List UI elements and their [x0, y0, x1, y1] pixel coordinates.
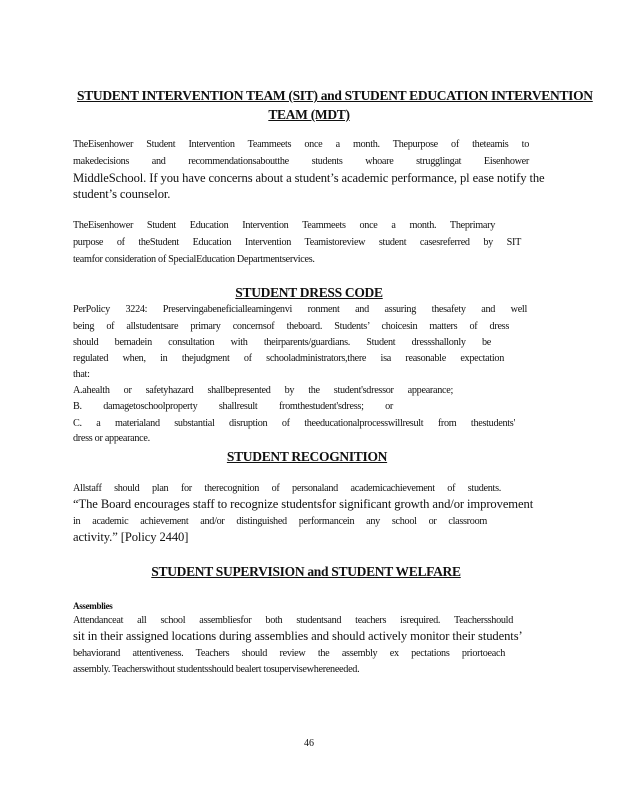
dress-code-line: PerPolicy 3224: Preservingabeneficiallearningenvi ronment and assuring thesafety and well: [73, 304, 527, 315]
dress-code-line: A.ahealth or safetyhazard shallbepresented by the student'sdressor appearance;: [73, 385, 453, 396]
sit-heading-line-1: STUDENT INTERVENTION TEAM (SIT) and STUDENT EDUCATION INTERVENTION: [77, 88, 593, 103]
dress-code-heading: STUDENT DRESS CODE: [235, 285, 383, 300]
sit-paragraph-line: makedecisions and recommendationsaboutthe students whoare strugglingat Eisenhower: [73, 156, 529, 167]
recognition-heading: STUDENT RECOGNITION: [226, 449, 388, 464]
dress-code-line: should bemadein consultation with theirparents/guardians. Student dressshallonly be: [73, 337, 491, 348]
dress-code-line: that:: [73, 369, 90, 380]
dress-code-line: being of allstudentsare primary concernsof theboard. Students’ choicesin matters of dress: [73, 321, 509, 332]
supervision-heading: STUDENT SUPERVISION and STUDENT WELFARE: [151, 564, 461, 579]
assemblies-line: sit in their assigned locations during assemblies and should actively monitor their students’: [73, 629, 523, 643]
assemblies-line: assembly. Teacherswithout studentsshould bealert tosupervisewhereneeded.: [73, 664, 360, 675]
seit-paragraph-line: TheEisenhower Student Education Intervention Teammeets once a month. Theprimary: [73, 220, 495, 231]
recognition-line: activity.” [Policy 2440]: [73, 530, 189, 544]
assemblies-subheading: Assemblies: [73, 601, 113, 611]
assemblies-line: Attendanceat all school assembliesfor both studentsand teachers isrequired. Teachersshould: [73, 615, 513, 626]
sit-paragraph-line: student’s counselor.: [73, 187, 171, 201]
dress-code-line: regulated when, in thejudgment of schooladministrators,there isa reasonable expectation: [73, 353, 504, 364]
assemblies-line: behaviorand attentiveness. Teachers should review the assembly ex pectations priortoeach: [73, 648, 505, 659]
recognition-line: Allstaff should plan for therecognition of personaland academicachievement of students.: [73, 483, 501, 494]
sit-paragraph-line: TheEisenhower Student Intervention Teammeets once a month. Thepurpose of theteamis to: [73, 139, 529, 150]
seit-paragraph-line: purpose of theStudent Education Intervention Teamistoreview student casesreferred by SIT: [73, 237, 521, 248]
sit-paragraph-line: MiddleSchool. If you have concerns about a student’s academic performance, pl ease notify the: [73, 171, 545, 185]
sit-heading-line-2: TEAM (MDT): [268, 107, 350, 122]
page-number: 46: [304, 738, 314, 749]
dress-code-line: B. damagetoschoolproperty shallresult fromthestudent'sdress; or: [73, 401, 393, 412]
dress-code-line: C. a materialand substantial disruption of theeducationalprocesswillresult from thestudents': [73, 418, 515, 429]
recognition-line: in academic achievement and/or distinguished performancein any school or classroom: [73, 516, 487, 527]
seit-paragraph-line: teamfor consideration of SpecialEducation Departmentservices.: [73, 254, 315, 265]
dress-code-line: dress or appearance.: [73, 433, 150, 444]
recognition-line: “The Board encourages staff to recognize studentsfor significant growth and/or improvement: [73, 497, 534, 511]
